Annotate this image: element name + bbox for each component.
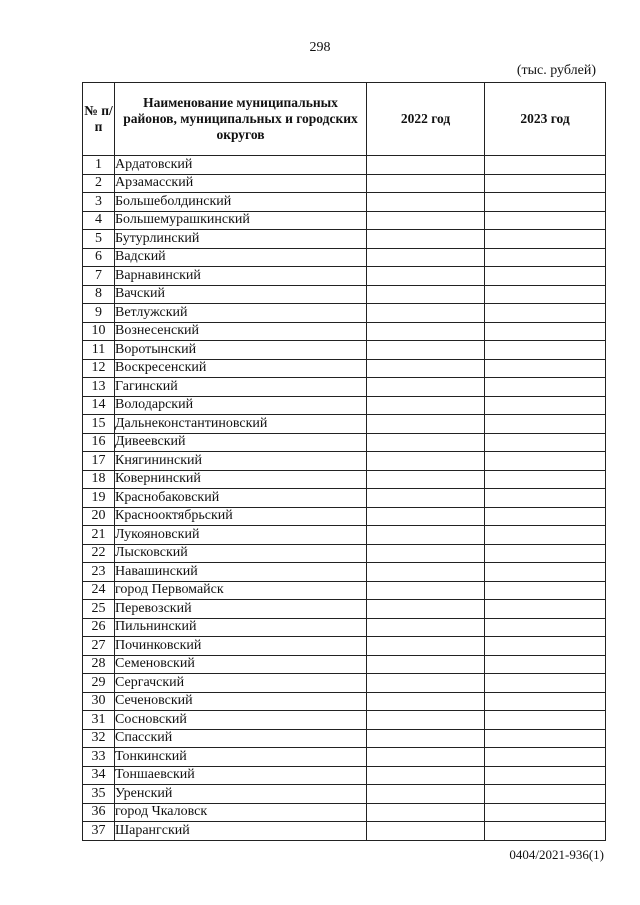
row-name: Сергачский — [115, 674, 367, 693]
row-name: Княгининский — [115, 452, 367, 471]
row-2022-value — [367, 748, 485, 767]
row-2022-value — [367, 156, 485, 175]
row-2023-value — [485, 526, 606, 545]
row-2023-value — [485, 452, 606, 471]
row-name: город Чкаловск — [115, 803, 367, 822]
row-2022-value — [367, 230, 485, 249]
row-2023-value — [485, 248, 606, 267]
row-name: Вознесенский — [115, 322, 367, 341]
row-number: 28 — [83, 655, 115, 674]
row-2022-value — [367, 193, 485, 212]
table-row — [83, 489, 606, 508]
row-number: 10 — [83, 322, 115, 341]
municipal-table — [82, 82, 606, 841]
row-number: 21 — [83, 526, 115, 545]
row-name: Лукояновский — [115, 526, 367, 545]
row-2023-value — [485, 341, 606, 360]
row-number: 20 — [83, 507, 115, 526]
row-number: 26 — [83, 618, 115, 637]
row-name: Ветлужский — [115, 304, 367, 323]
row-2023-value — [485, 729, 606, 748]
row-2022-value — [367, 211, 485, 230]
row-2022-value — [367, 618, 485, 637]
row-name: Арзамасский — [115, 174, 367, 193]
table-row — [83, 341, 606, 360]
row-2022-value — [367, 544, 485, 563]
row-2022-value — [367, 655, 485, 674]
row-number: 25 — [83, 600, 115, 619]
row-name: Дальнеконстантиновский — [115, 415, 367, 434]
table-row — [83, 692, 606, 711]
row-2023-value — [485, 396, 606, 415]
row-number: 14 — [83, 396, 115, 415]
row-2022-value — [367, 785, 485, 804]
table-row — [83, 674, 606, 693]
row-name: Починковский — [115, 637, 367, 656]
table-body — [83, 156, 606, 841]
row-2022-value — [367, 304, 485, 323]
table-row — [83, 470, 606, 489]
row-2022-value — [367, 692, 485, 711]
row-number: 1 — [83, 156, 115, 175]
table-row — [83, 581, 606, 600]
table-row — [83, 415, 606, 434]
row-name: Навашинский — [115, 563, 367, 582]
row-name: Вачский — [115, 285, 367, 304]
row-2022-value — [367, 803, 485, 822]
row-name: Сеченовский — [115, 692, 367, 711]
row-number: 24 — [83, 581, 115, 600]
table-row — [83, 248, 606, 267]
table-row — [83, 544, 606, 563]
row-2022-value — [367, 600, 485, 619]
row-2022-value — [367, 674, 485, 693]
row-2022-value — [367, 766, 485, 785]
row-2022-value — [367, 729, 485, 748]
row-name: Ковернинский — [115, 470, 367, 489]
table-row — [83, 711, 606, 730]
row-name: Уренский — [115, 785, 367, 804]
row-number: 33 — [83, 748, 115, 767]
table-row — [83, 156, 606, 175]
row-2023-value — [485, 211, 606, 230]
row-number: 23 — [83, 563, 115, 582]
row-2023-value — [485, 174, 606, 193]
row-2023-value — [485, 581, 606, 600]
row-number: 30 — [83, 692, 115, 711]
row-number: 18 — [83, 470, 115, 489]
table-row — [83, 600, 606, 619]
header-num: № п/п — [83, 83, 115, 156]
row-name: Тонкинский — [115, 748, 367, 767]
row-2022-value — [367, 581, 485, 600]
row-name: Гагинский — [115, 378, 367, 397]
row-2023-value — [485, 563, 606, 582]
table-header-row — [83, 83, 606, 156]
row-number: 6 — [83, 248, 115, 267]
row-number: 15 — [83, 415, 115, 434]
row-2023-value — [485, 637, 606, 656]
table-row — [83, 396, 606, 415]
row-2023-value — [485, 600, 606, 619]
row-name: Перевозский — [115, 600, 367, 619]
row-number: 22 — [83, 544, 115, 563]
row-name: Варнавинский — [115, 267, 367, 286]
row-name: Краснобаковский — [115, 489, 367, 508]
row-name: Лысковский — [115, 544, 367, 563]
row-2023-value — [485, 359, 606, 378]
row-name: Ардатовский — [115, 156, 367, 175]
row-2022-value — [367, 174, 485, 193]
table-row — [83, 267, 606, 286]
row-2022-value — [367, 507, 485, 526]
table-row — [83, 433, 606, 452]
table-row — [83, 822, 606, 841]
table-row — [83, 174, 606, 193]
table-row — [83, 526, 606, 545]
row-name: Воротынский — [115, 341, 367, 360]
row-name: Спасский — [115, 729, 367, 748]
row-name: Володарский — [115, 396, 367, 415]
row-2023-value — [485, 193, 606, 212]
page-number: 298 — [309, 40, 331, 55]
row-number: 2 — [83, 174, 115, 193]
row-number: 9 — [83, 304, 115, 323]
row-2023-value — [485, 785, 606, 804]
row-2022-value — [367, 341, 485, 360]
row-2022-value — [367, 322, 485, 341]
row-2022-value — [367, 267, 485, 286]
row-2022-value — [367, 359, 485, 378]
row-number: 16 — [83, 433, 115, 452]
row-2023-value — [485, 378, 606, 397]
header-2022: 2022 год — [367, 83, 485, 156]
row-2023-value — [485, 544, 606, 563]
row-2022-value — [367, 248, 485, 267]
row-number: 8 — [83, 285, 115, 304]
table-row — [83, 193, 606, 212]
row-2022-value — [367, 711, 485, 730]
row-name: Воскресенский — [115, 359, 367, 378]
row-2023-value — [485, 748, 606, 767]
table-row — [83, 637, 606, 656]
row-2022-value — [367, 489, 485, 508]
row-number: 17 — [83, 452, 115, 471]
row-name: город Первомайск — [115, 581, 367, 600]
row-number: 37 — [83, 822, 115, 841]
row-number: 11 — [83, 341, 115, 360]
table-row — [83, 729, 606, 748]
row-2023-value — [485, 618, 606, 637]
table-row — [83, 378, 606, 397]
table-row — [83, 766, 606, 785]
row-2023-value — [485, 822, 606, 841]
table-row — [83, 563, 606, 582]
row-number: 35 — [83, 785, 115, 804]
units-label: (тыс. рублей) — [516, 63, 596, 78]
header-2023: 2023 год — [485, 83, 606, 156]
row-number: 31 — [83, 711, 115, 730]
table-row — [83, 748, 606, 767]
row-number: 36 — [83, 803, 115, 822]
table-row — [83, 304, 606, 323]
row-2022-value — [367, 433, 485, 452]
row-2022-value — [367, 526, 485, 545]
row-2023-value — [485, 711, 606, 730]
row-number: 29 — [83, 674, 115, 693]
row-2022-value — [367, 396, 485, 415]
row-number: 12 — [83, 359, 115, 378]
table-row — [83, 507, 606, 526]
table-row — [83, 285, 606, 304]
row-2022-value — [367, 637, 485, 656]
row-number: 7 — [83, 267, 115, 286]
row-2022-value — [367, 452, 485, 471]
row-2022-value — [367, 563, 485, 582]
row-name: Пильнинский — [115, 618, 367, 637]
row-2022-value — [367, 470, 485, 489]
row-name: Тоншаевский — [115, 766, 367, 785]
table-row — [83, 655, 606, 674]
table-row — [83, 785, 606, 804]
row-number: 19 — [83, 489, 115, 508]
row-name: Большеболдинский — [115, 193, 367, 212]
row-2022-value — [367, 285, 485, 304]
row-2023-value — [485, 267, 606, 286]
row-name: Шарангский — [115, 822, 367, 841]
row-2022-value — [367, 378, 485, 397]
row-number: 13 — [83, 378, 115, 397]
row-2022-value — [367, 822, 485, 841]
row-2023-value — [485, 285, 606, 304]
row-name: Большемурашкинский — [115, 211, 367, 230]
row-2023-value — [485, 230, 606, 249]
row-2023-value — [485, 507, 606, 526]
row-name: Бутурлинский — [115, 230, 367, 249]
document-id: 0404/2021-936(1) — [509, 847, 604, 862]
row-2023-value — [485, 156, 606, 175]
row-name: Дивеевский — [115, 433, 367, 452]
row-2023-value — [485, 803, 606, 822]
table-row — [83, 803, 606, 822]
table-row — [83, 359, 606, 378]
table-row — [83, 230, 606, 249]
row-2023-value — [485, 433, 606, 452]
row-2023-value — [485, 766, 606, 785]
row-2023-value — [485, 470, 606, 489]
row-number: 34 — [83, 766, 115, 785]
row-name: Сосновский — [115, 711, 367, 730]
row-number: 27 — [83, 637, 115, 656]
row-number: 3 — [83, 193, 115, 212]
row-2023-value — [485, 489, 606, 508]
row-name: Краснооктябрьский — [115, 507, 367, 526]
row-2023-value — [485, 322, 606, 341]
table-row — [83, 322, 606, 341]
row-number: 32 — [83, 729, 115, 748]
header-name: Наименование муниципальных районов, муниципальных и городских округов — [115, 83, 367, 156]
row-number: 4 — [83, 211, 115, 230]
table-row — [83, 618, 606, 637]
row-name: Вадский — [115, 248, 367, 267]
row-number: 5 — [83, 230, 115, 249]
row-2023-value — [485, 655, 606, 674]
row-2023-value — [485, 692, 606, 711]
row-2022-value — [367, 415, 485, 434]
row-2023-value — [485, 304, 606, 323]
row-2023-value — [485, 415, 606, 434]
table-row — [83, 452, 606, 471]
table-row — [83, 211, 606, 230]
row-2023-value — [485, 674, 606, 693]
row-name: Семеновский — [115, 655, 367, 674]
